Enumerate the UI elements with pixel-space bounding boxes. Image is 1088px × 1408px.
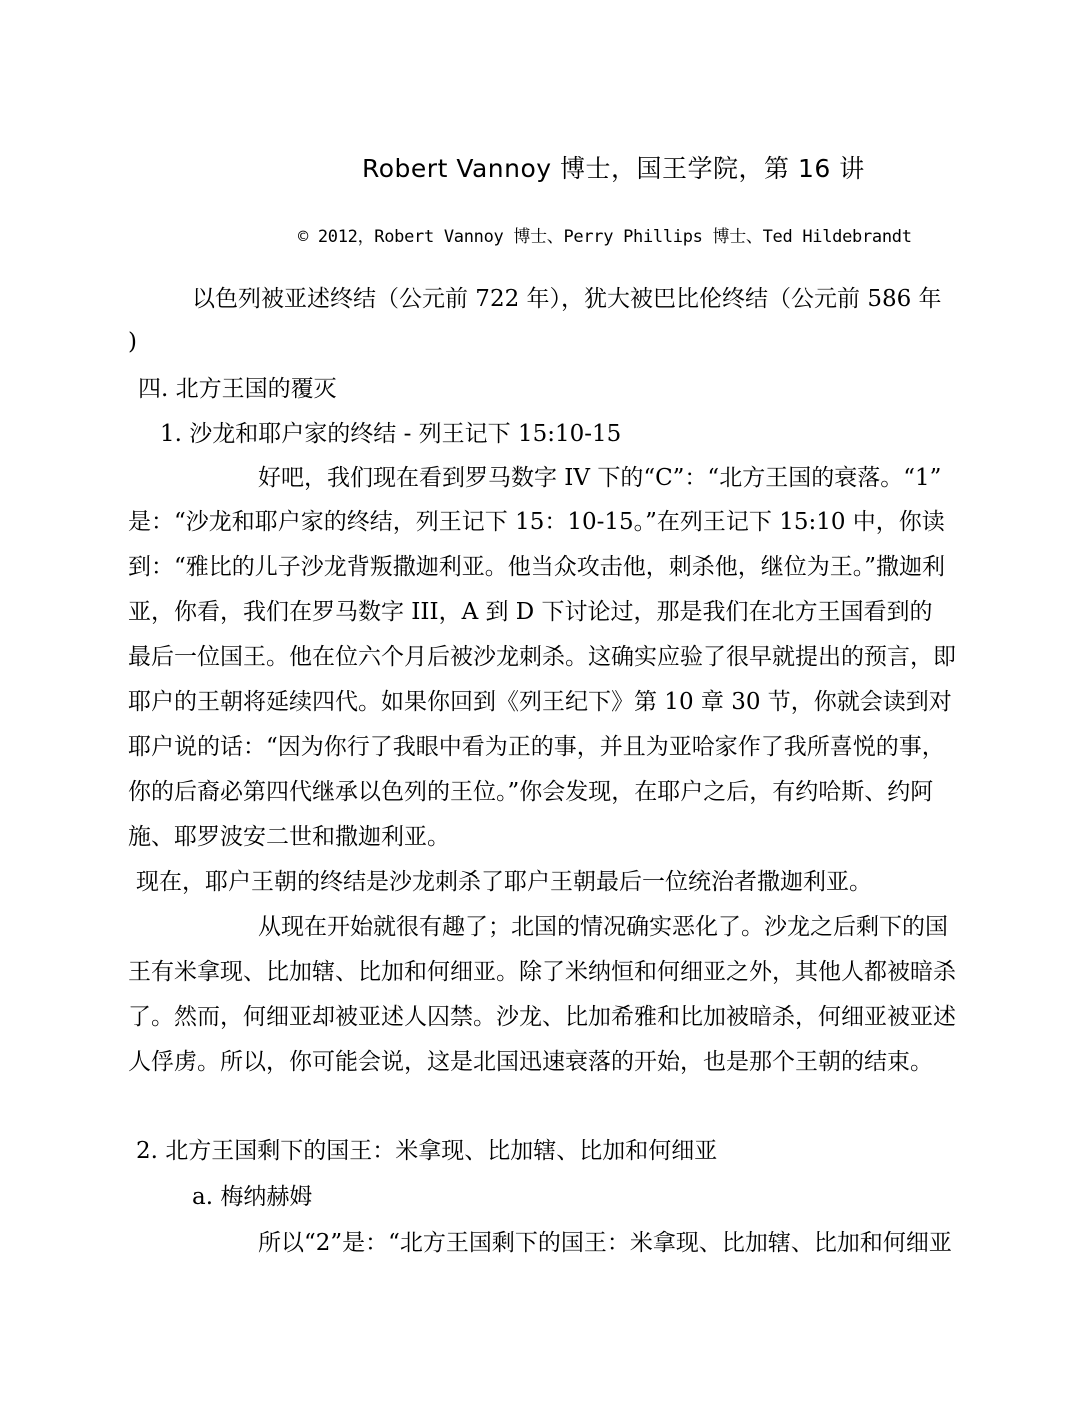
paragraph-line: 人俘虏。所以，你可能会说，这是北国迅速衰落的开始，也是那个王朝的结束。 — [128, 1049, 933, 1075]
paragraph-line: 是：“沙龙和耶户家的终结，列王记下 15：10-15。”在列王记下 15:10 中，你读 — [128, 509, 945, 535]
paragraph-line: 施、耶罗波安二世和撒迦利亚。 — [128, 824, 450, 850]
subsection-heading-2: 2. 北方王国剩下的国王：米拿现、比加辖、比加和何细亚 — [136, 1138, 718, 1164]
paragraph-4: 所以“2”是：“北方王国剩下的国王：米拿现、比加辖、比加和何细亚 — [258, 1230, 952, 1256]
paragraph-line: 王有米拿现、比加辖、比加和何细亚。除了米纳恒和何细亚之外，其他人都被暗杀 — [128, 959, 956, 985]
section-heading-iv: 四. 北方王国的覆灭 — [138, 376, 337, 402]
subsection-heading-1: 1. 沙龙和耶户家的终结 - 列王记下 15:10-15 — [160, 421, 622, 447]
subtitle-line-1: 以色列被亚述终结（公元前 722 年），犹大被巴比伦终结（公元前 586 年 — [192, 286, 942, 312]
paragraph-line: 你的后裔必第四代继承以色列的王位。”你会发现，在耶户之后，有约哈斯、约阿 — [128, 779, 934, 805]
subtitle-line-2: ) — [128, 329, 137, 355]
subsection-heading-2a: a. 梅纳赫姆 — [192, 1184, 313, 1210]
paragraph-line: 耶户说的话：“因为你行了我眼中看为正的事，并且为亚哈家作了我所喜悦的事， — [128, 734, 945, 760]
paragraph-2: 现在，耶户王朝的终结是沙龙刺杀了耶户王朝最后一位统治者撒迦利亚。 — [136, 869, 872, 895]
paragraph-line: 好吧，我们现在看到罗马数字 IV 下的“C”：“北方王国的衰落。“1” — [258, 465, 942, 491]
paragraph-line: 最后一位国王。他在位六个月后被沙龙刺杀。这确实应验了很早就提出的预言，即 — [128, 644, 956, 670]
paragraph-line: 到：“雅比的儿子沙龙背叛撒迦利亚。他当众攻击他，刺杀他，继位为王。”撒迦利 — [128, 554, 946, 580]
paragraph-line: 了。然而，何细亚却被亚述人囚禁。沙龙、比加希雅和比加被暗杀，何细亚被亚述 — [128, 1004, 956, 1030]
paragraph-line: 亚，你看，我们在罗马数字 III，A 到 D 下讨论过，那是我们在北方王国看到的 — [128, 599, 933, 625]
paragraph-line: 耶户的王朝将延续四代。如果你回到《列王纪下》第 10 章 30 节，你就会读到对 — [128, 689, 952, 715]
paragraph-line: 从现在开始就很有趣了；北国的情况确实恶化了。沙龙之后剩下的国 — [258, 914, 948, 940]
copyright-line: © 2012，Robert Vannoy 博士、Perry Phillips 博士、Ted Hildebrandt — [298, 227, 912, 247]
document-title: Robert Vannoy 博士，国王学院，第 16 讲 — [362, 154, 865, 183]
